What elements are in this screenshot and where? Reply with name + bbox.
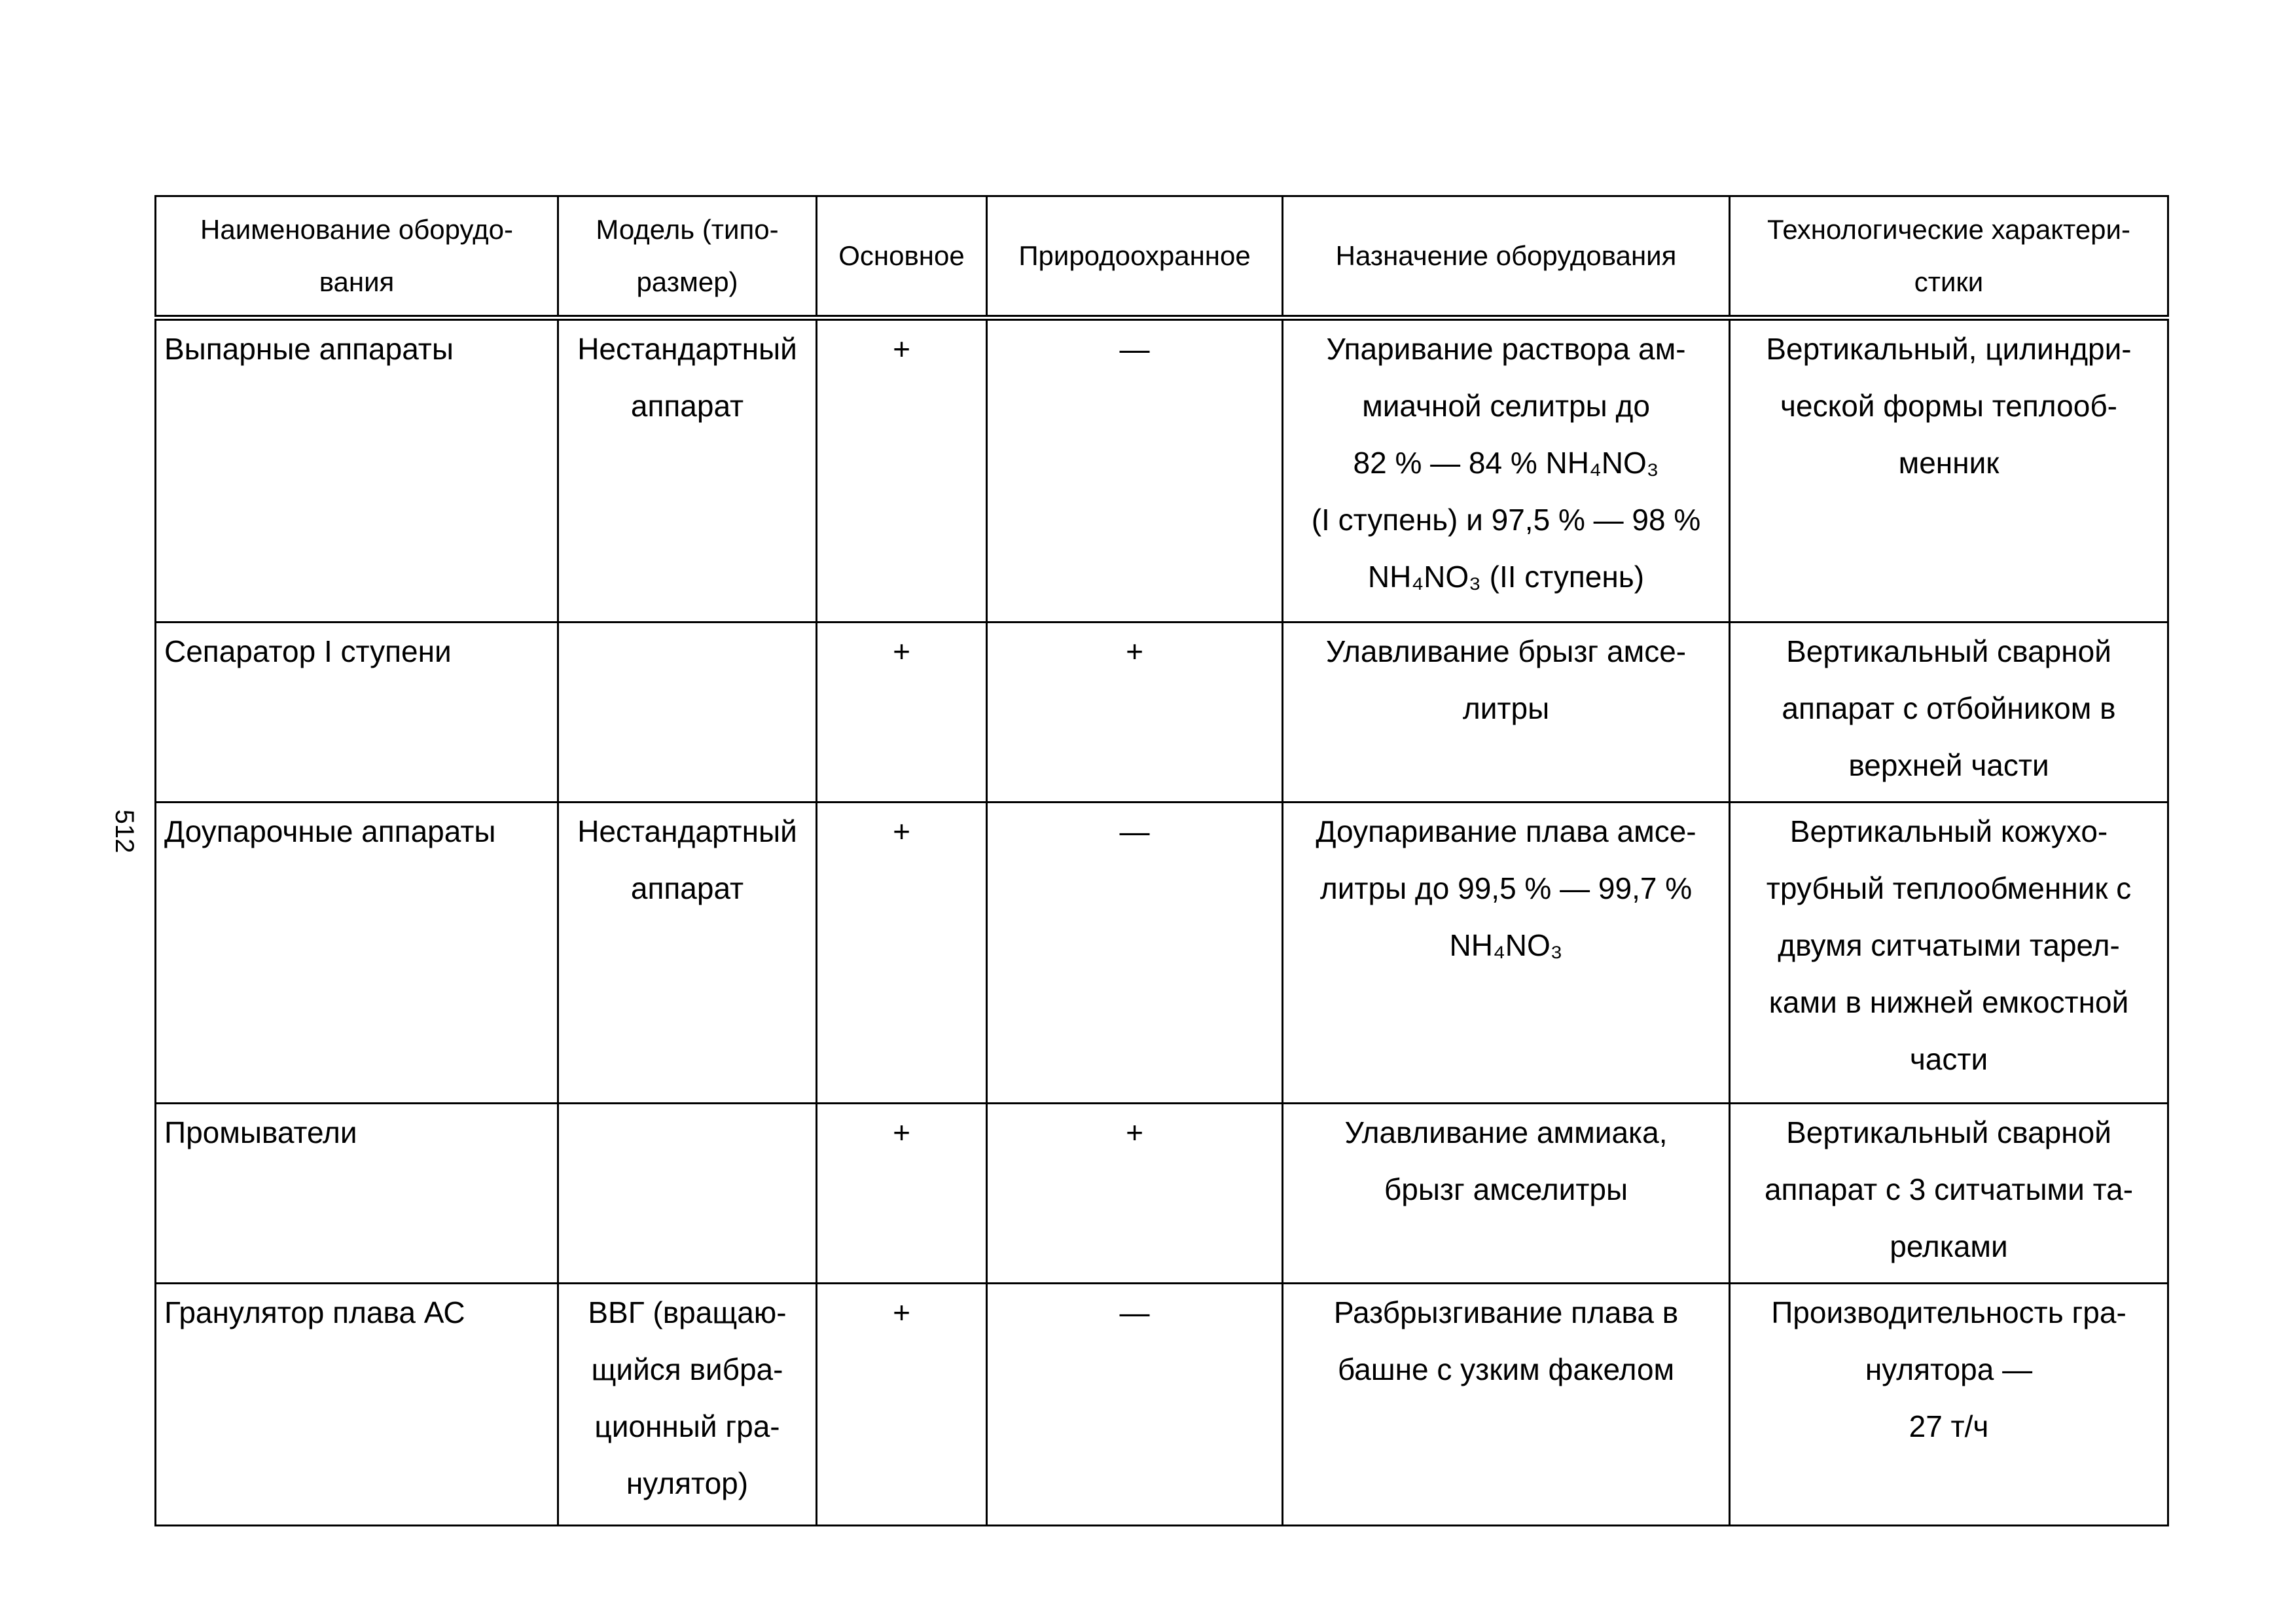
cell-environmental-mark: — (1119, 332, 1150, 366)
cell-line: Промыватели (164, 1115, 357, 1149)
cell-line: релками (1890, 1229, 2008, 1263)
page-number: 512 (110, 809, 139, 854)
cell-main-mark: + (893, 814, 910, 848)
cell-specs (1730, 1284, 2168, 1526)
cell-environmental-mark: + (1126, 1115, 1143, 1149)
cell-line: части (1909, 1042, 1988, 1076)
header-main (817, 196, 987, 318)
cell-purpose (1283, 1104, 1730, 1284)
cell-line: Разбрызгивание плава в (1333, 1295, 1679, 1329)
cell-line: литры (1462, 691, 1550, 725)
cell-equipment-name (156, 803, 558, 1104)
cell-line: Назначение оборудования (1335, 240, 1677, 271)
cell-line: нулятор) (626, 1466, 749, 1500)
cell-line: трубный теплообменник с (1766, 871, 2132, 905)
cell-line: ВВГ (вращаю- (588, 1295, 787, 1329)
cell-line: ционный гра- (594, 1409, 780, 1443)
cell-main-mark: + (893, 1115, 910, 1149)
cell-line: Улавливание брызг амсе- (1325, 634, 1687, 668)
cell-main-mark: + (893, 332, 910, 366)
cell-line: нулятора — (1865, 1352, 2033, 1386)
cell-model (558, 318, 817, 623)
cell-purpose (1283, 318, 1730, 623)
cell-line: Сепаратор I ступени (164, 634, 452, 668)
cell-environmental (987, 623, 1283, 803)
cell-main-mark: + (893, 1295, 910, 1329)
cell-line: Доупарочные аппараты (164, 814, 496, 848)
cell-line: Гранулятор плава АС (164, 1295, 465, 1329)
cell-line: Выпарные аппараты (164, 332, 454, 366)
cell-purpose (1283, 623, 1730, 803)
cell-line: Нестандартный (577, 814, 797, 848)
equipment-table (154, 195, 2169, 1526)
cell-main (817, 1284, 987, 1526)
table-body (156, 318, 2168, 1526)
cell-environmental-mark: — (1119, 1295, 1150, 1329)
cell-line: Вертикальный сварной (1786, 1115, 2111, 1149)
header-equipment-name (156, 196, 558, 318)
cell-line: верхней части (1848, 748, 2049, 782)
cell-environmental (987, 318, 1283, 623)
cell-line: миачной селитры до (1362, 389, 1650, 423)
cell-specs (1730, 318, 2168, 623)
cell-line: (I ступень) и 97,5 % — 98 % (1311, 503, 1701, 537)
cell-line: Производительность гра- (1771, 1295, 2126, 1329)
cell-equipment-name (156, 1284, 558, 1526)
table-header-row (156, 196, 2168, 318)
cell-equipment-name (156, 623, 558, 803)
cell-equipment-name (156, 318, 558, 623)
cell-line: NH₄NO₃ (1449, 928, 1563, 962)
cell-environmental (987, 1284, 1283, 1526)
cell-line: вания (319, 266, 395, 297)
cell-specs (1730, 623, 2168, 803)
cell-model (558, 803, 817, 1104)
cell-line: Основное (838, 240, 965, 271)
cell-line: щийся вибра- (591, 1352, 783, 1386)
table-row (156, 318, 2168, 623)
cell-model (558, 623, 817, 803)
cell-line: аппарат с отбойником в (1782, 691, 2116, 725)
cell-line: размер) (636, 266, 738, 297)
cell-specs (1730, 803, 2168, 1104)
cell-line: Нестандартный (577, 332, 797, 366)
cell-line: Улавливание аммиака, (1344, 1115, 1668, 1149)
cell-line: аппарат (630, 871, 744, 905)
cell-line: NH₄NO₃ (II ступень) (1367, 560, 1645, 594)
cell-purpose (1283, 1284, 1730, 1526)
header-specs (1730, 196, 2168, 318)
cell-specs (1730, 1104, 2168, 1284)
cell-line: литры до 99,5 % — 99,7 % (1319, 871, 1693, 905)
header-environmental (987, 196, 1283, 318)
cell-line: ками в нижней емкостной (1768, 985, 2129, 1019)
cell-line: Вертикальный сварной (1786, 634, 2111, 668)
cell-purpose (1283, 803, 1730, 1104)
cell-line: Доупаривание плава амсе- (1316, 814, 1696, 848)
cell-line: аппарат (630, 389, 744, 423)
cell-main-mark: + (893, 634, 910, 668)
cell-line: башне с узким факелом (1337, 1352, 1675, 1386)
cell-line: Вертикальный, цилиндри- (1766, 332, 2132, 366)
header-purpose (1283, 196, 1730, 318)
cell-main (817, 803, 987, 1104)
table-row (156, 623, 2168, 803)
cell-main (817, 623, 987, 803)
table-row (156, 1284, 2168, 1526)
cell-line: Наименование оборудо- (200, 214, 513, 245)
cell-main (817, 1104, 987, 1284)
cell-line: брызг амселитры (1384, 1172, 1628, 1206)
cell-model (558, 1104, 817, 1284)
cell-line: аппарат с 3 ситчатыми та- (1764, 1172, 2134, 1206)
cell-environmental (987, 1104, 1283, 1284)
cell-line: 82 % — 84 % NH₄NO₃ (1353, 446, 1659, 480)
table-row (156, 803, 2168, 1104)
cell-line: Модель (типо- (596, 214, 779, 245)
cell-line: ческой формы теплооб- (1780, 389, 2117, 423)
cell-equipment-name (156, 1104, 558, 1284)
cell-line: 27 т/ч (1909, 1409, 1989, 1443)
cell-model (558, 1284, 817, 1526)
cell-environmental (987, 803, 1283, 1104)
cell-line: менник (1898, 446, 2000, 480)
cell-line: двумя ситчатыми тарел- (1778, 928, 2120, 962)
cell-line: стики (1914, 266, 1984, 297)
header-model (558, 196, 817, 318)
cell-main (817, 318, 987, 623)
cell-environmental-mark: + (1126, 634, 1143, 668)
cell-line: Природоохранное (1018, 240, 1251, 271)
table-row (156, 1104, 2168, 1284)
cell-line: Технологические характери- (1767, 214, 2130, 245)
cell-line: Упаривание раствора ам- (1326, 332, 1686, 366)
cell-line: Вертикальный кожухо- (1789, 814, 2108, 848)
cell-environmental-mark: — (1119, 814, 1150, 848)
